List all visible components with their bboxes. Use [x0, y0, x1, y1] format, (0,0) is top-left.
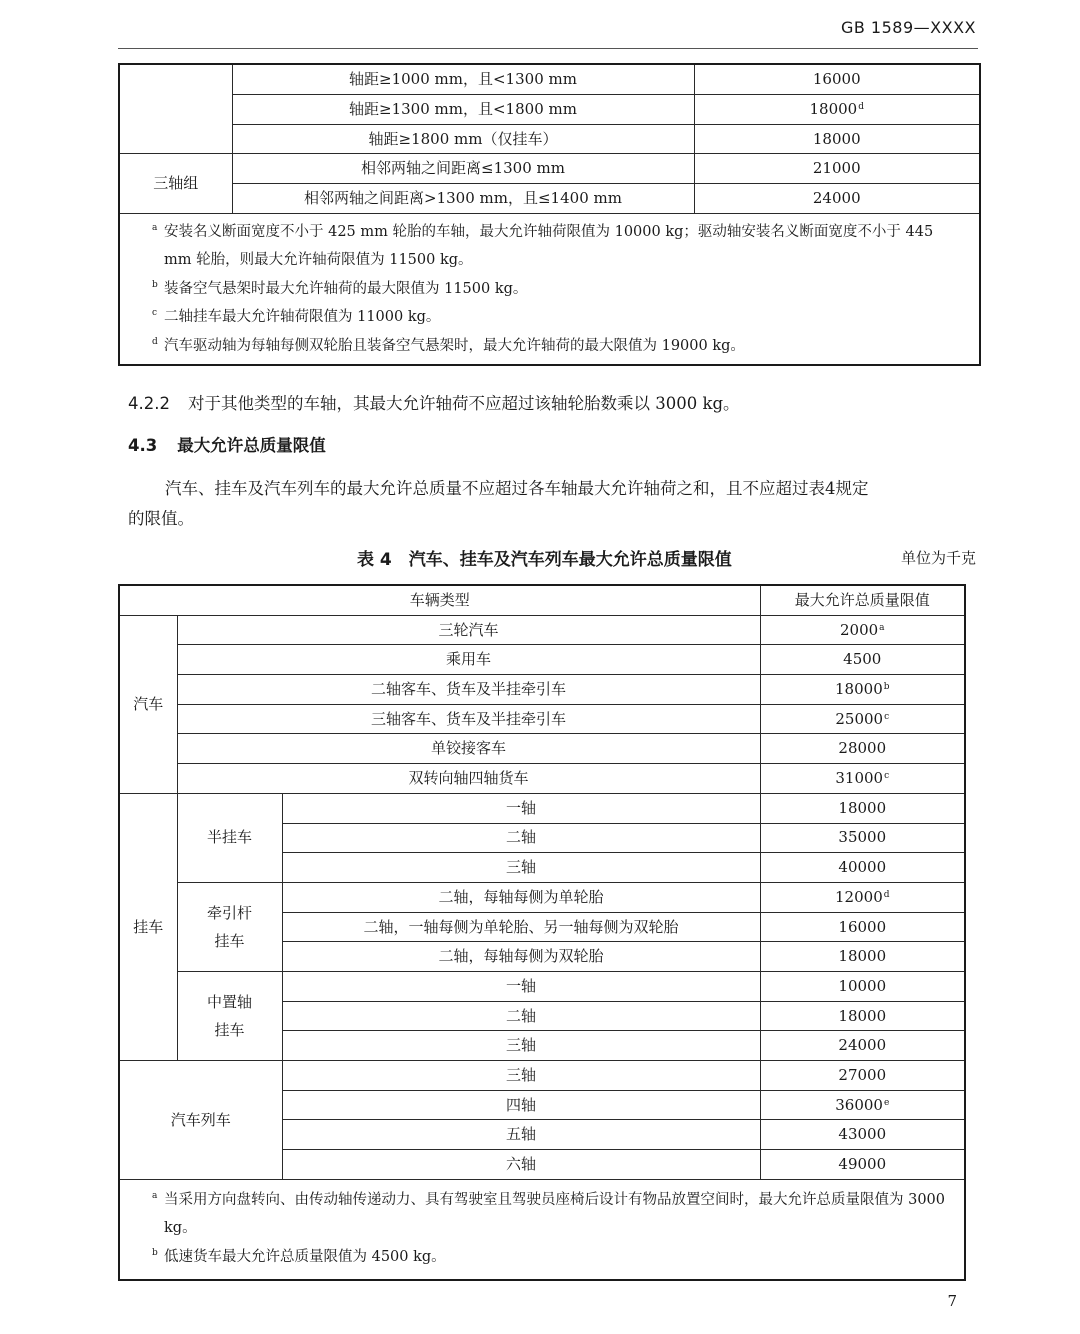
subcategory-semi-trailer: 半挂车: [177, 793, 282, 882]
table3-footnotes: [119, 213, 980, 365]
section-number: 4.3: [128, 436, 158, 455]
axle-load-table-continued: [118, 63, 981, 366]
axle-value: 24000: [694, 184, 980, 214]
table-row: [119, 675, 965, 705]
paragraph-line: 汽车、挂车及汽车列车的最大允许总质量不应超过各车轴最大允许轴荷之和，且不应超过表4规定: [165, 479, 869, 498]
footnote: [152, 332, 965, 361]
footnote-mark: a: [152, 1190, 158, 1201]
table-row: [119, 971, 965, 1001]
mass-value: 10000: [760, 971, 965, 1001]
footnote: [152, 218, 965, 275]
mass-value: 16000: [760, 912, 965, 942]
vehicle-name: 乘用车: [177, 645, 760, 675]
mass-value: 18000$^b$: [760, 675, 965, 705]
mass-value: 43000: [760, 1120, 965, 1150]
mass-value: 36000e: [760, 1090, 965, 1120]
footnote-mark: a: [879, 622, 885, 633]
vehicle-name: 四轴: [282, 1090, 760, 1120]
subcategory-label: 挂车: [214, 931, 245, 950]
vehicle-name: 三轴: [282, 853, 760, 883]
clause-text: 对于其他类型的车轴，其最大允许轴荷不应超过该轴轮胎数乘以 3000 kg。: [187, 394, 740, 413]
header-max-mass: 最大允许总质量限值: [760, 585, 965, 615]
mass-value: 18000: [760, 1001, 965, 1031]
footnote-mark: b: [152, 279, 158, 290]
section-heading-4-3: [128, 432, 326, 456]
mass-value: 24000: [760, 1031, 965, 1061]
page-number: 7: [947, 1292, 957, 1310]
footnote-mark: c: [152, 308, 158, 319]
table-row: [119, 184, 980, 214]
mass-value: 27000: [760, 1061, 965, 1091]
vehicle-name: 一轴: [282, 971, 760, 1001]
table-row: [119, 734, 965, 764]
subcategory-label: 牵引杆: [206, 903, 252, 922]
table-header-row: [119, 585, 965, 615]
footnote: [152, 275, 965, 304]
mass-value: 4500: [760, 645, 965, 675]
table-row: [119, 124, 980, 154]
table-row: [119, 704, 965, 734]
footnote: [152, 1243, 950, 1272]
vehicle-name: 双转向轴四轴货车: [177, 764, 760, 794]
vehicle-name: 三轴: [282, 1061, 760, 1091]
footnote-text: 二轴挂车最大允许轴荷限值为 11000 kg。: [164, 309, 441, 326]
paragraph-line: 的限值。: [128, 509, 194, 528]
footnote-mark: d: [883, 889, 890, 900]
subcategory-center-axle-trailer: [177, 971, 282, 1060]
document-code: GB 1589—XXXX: [840, 18, 976, 37]
footnote-mark: e: [883, 1097, 890, 1108]
mass-value: 28000: [760, 734, 965, 764]
table-row: [119, 882, 965, 912]
vehicle-name: 六轴: [282, 1150, 760, 1180]
axle-value: 16000: [694, 64, 980, 94]
gross-mass-table: [118, 584, 966, 1281]
vehicle-name: 二轴: [282, 823, 760, 853]
mass-value: 18000: [760, 793, 965, 823]
mass-value: 40000: [760, 853, 965, 883]
vehicle-name: 二轴，每轴每侧为双轮胎: [282, 942, 760, 972]
subcategory-drawbar-trailer: [177, 882, 282, 971]
axle-value: 21000: [694, 154, 980, 184]
table-row: [119, 645, 965, 675]
clause-number: 4.2.2: [128, 394, 170, 413]
table4-footnotes: [119, 1179, 965, 1280]
footnote-mark: c: [884, 771, 890, 782]
vehicle-name: 单铰接客车: [177, 734, 760, 764]
subcategory-label: 中置轴: [206, 992, 252, 1011]
footnote-mark: c: [884, 711, 890, 722]
table-row: [119, 793, 965, 823]
footnote: [152, 1186, 950, 1243]
vehicle-name: 二轴，每轴每侧为单轮胎: [282, 882, 760, 912]
vehicle-name: 一轴: [282, 793, 760, 823]
table-caption: 表 4 汽车、挂车及汽车列车最大允许总质量限值: [357, 550, 732, 570]
vehicle-name: 三轴: [282, 1031, 760, 1061]
axle-desc: 轴距≥1300 mm，且<1800 mm: [232, 94, 694, 124]
footnote-text: 汽车驱动轴为每轴每侧双轮胎且装备空气悬架时，最大允许轴荷的最大限值为 19000 kg。: [164, 337, 745, 354]
subcategory-label: 挂车: [214, 1020, 245, 1039]
mass-value: 18000: [760, 942, 965, 972]
footnote-text: 当采用方向盘转向、由传动轴传递动力、具有驾驶室且驾驶员座椅后设计有物品放置空间时，最大允许总质量限值为 3000 kg。: [164, 1191, 946, 1237]
footnotes-row: [119, 1179, 965, 1280]
footnote-text: 低速货车最大允许总质量限值为 4500 kg。: [164, 1248, 446, 1265]
axle-desc: 相邻两轴之间距离>1300 mm，且≤1400 mm: [232, 184, 694, 214]
axle-value: 18000$^d$: [694, 94, 980, 124]
footnote-mark: b: [152, 1247, 158, 1258]
mass-value: 2000$^a$: [760, 615, 965, 645]
clause-4-2-2: [128, 390, 740, 414]
category-road-train: 汽车列车: [119, 1061, 282, 1180]
header-vehicle-type: 车辆类型: [119, 585, 760, 615]
table-row: [119, 94, 980, 124]
axle-desc: 相邻两轴之间距离≤1300 mm: [232, 154, 694, 184]
mass-value: 25000$^c$: [760, 704, 965, 734]
group-label-tri-axle: 三轴组: [119, 154, 232, 214]
vehicle-name: 二轴客车、货车及半挂牵引车: [177, 675, 760, 705]
vehicle-name: 二轴，一轴每侧为单轮胎、另一轴每侧为双轮胎: [282, 912, 760, 942]
vehicle-name: 三轴客车、货车及半挂牵引车: [177, 704, 760, 734]
mass-value: 12000$^d$: [760, 882, 965, 912]
header-rule: [118, 48, 978, 49]
table-row: [119, 64, 980, 94]
vehicle-name: 三轮汽车: [177, 615, 760, 645]
axle-value: 18000: [694, 124, 980, 154]
table-row: [119, 764, 965, 794]
footnote-text: 安装名义断面宽度不小于 425 mm 轮胎的车轴，最大允许轴荷限值为 10000 kg；驱动轴安装名义断面宽度不小于 445 mm 轮胎，则最大允许轴荷限值为 11500 kg。: [164, 223, 934, 269]
footnote-mark: b: [883, 682, 890, 693]
vehicle-name: 二轴: [282, 1001, 760, 1031]
category-trailer: 挂车: [119, 793, 177, 1060]
mass-value: 49000: [760, 1150, 965, 1180]
vehicle-name: 五轴: [282, 1120, 760, 1150]
group-cell-empty: [119, 64, 232, 154]
mass-value: 35000: [760, 823, 965, 853]
footnotes-row: [119, 213, 980, 365]
section-title: 最大允许总质量限值: [177, 436, 326, 455]
footnote-mark: a: [152, 222, 158, 233]
footnote-mark: d: [858, 101, 864, 112]
footnote-mark: d: [152, 336, 158, 347]
axle-desc: 轴距≥1000 mm，且<1300 mm: [232, 64, 694, 94]
footnote: [152, 303, 965, 332]
category-auto: 汽车: [119, 615, 177, 793]
table-unit: 单位为千克: [900, 549, 976, 567]
mass-value: 31000$^c$: [760, 764, 965, 794]
footnote-text: 装备空气悬架时最大允许轴荷的最大限值为 11500 kg。: [164, 280, 528, 297]
table-row: [119, 615, 965, 645]
table-row: [119, 154, 980, 184]
table-row: [119, 1061, 965, 1091]
axle-desc: 轴距≥1800 mm（仅挂车）: [232, 124, 694, 154]
